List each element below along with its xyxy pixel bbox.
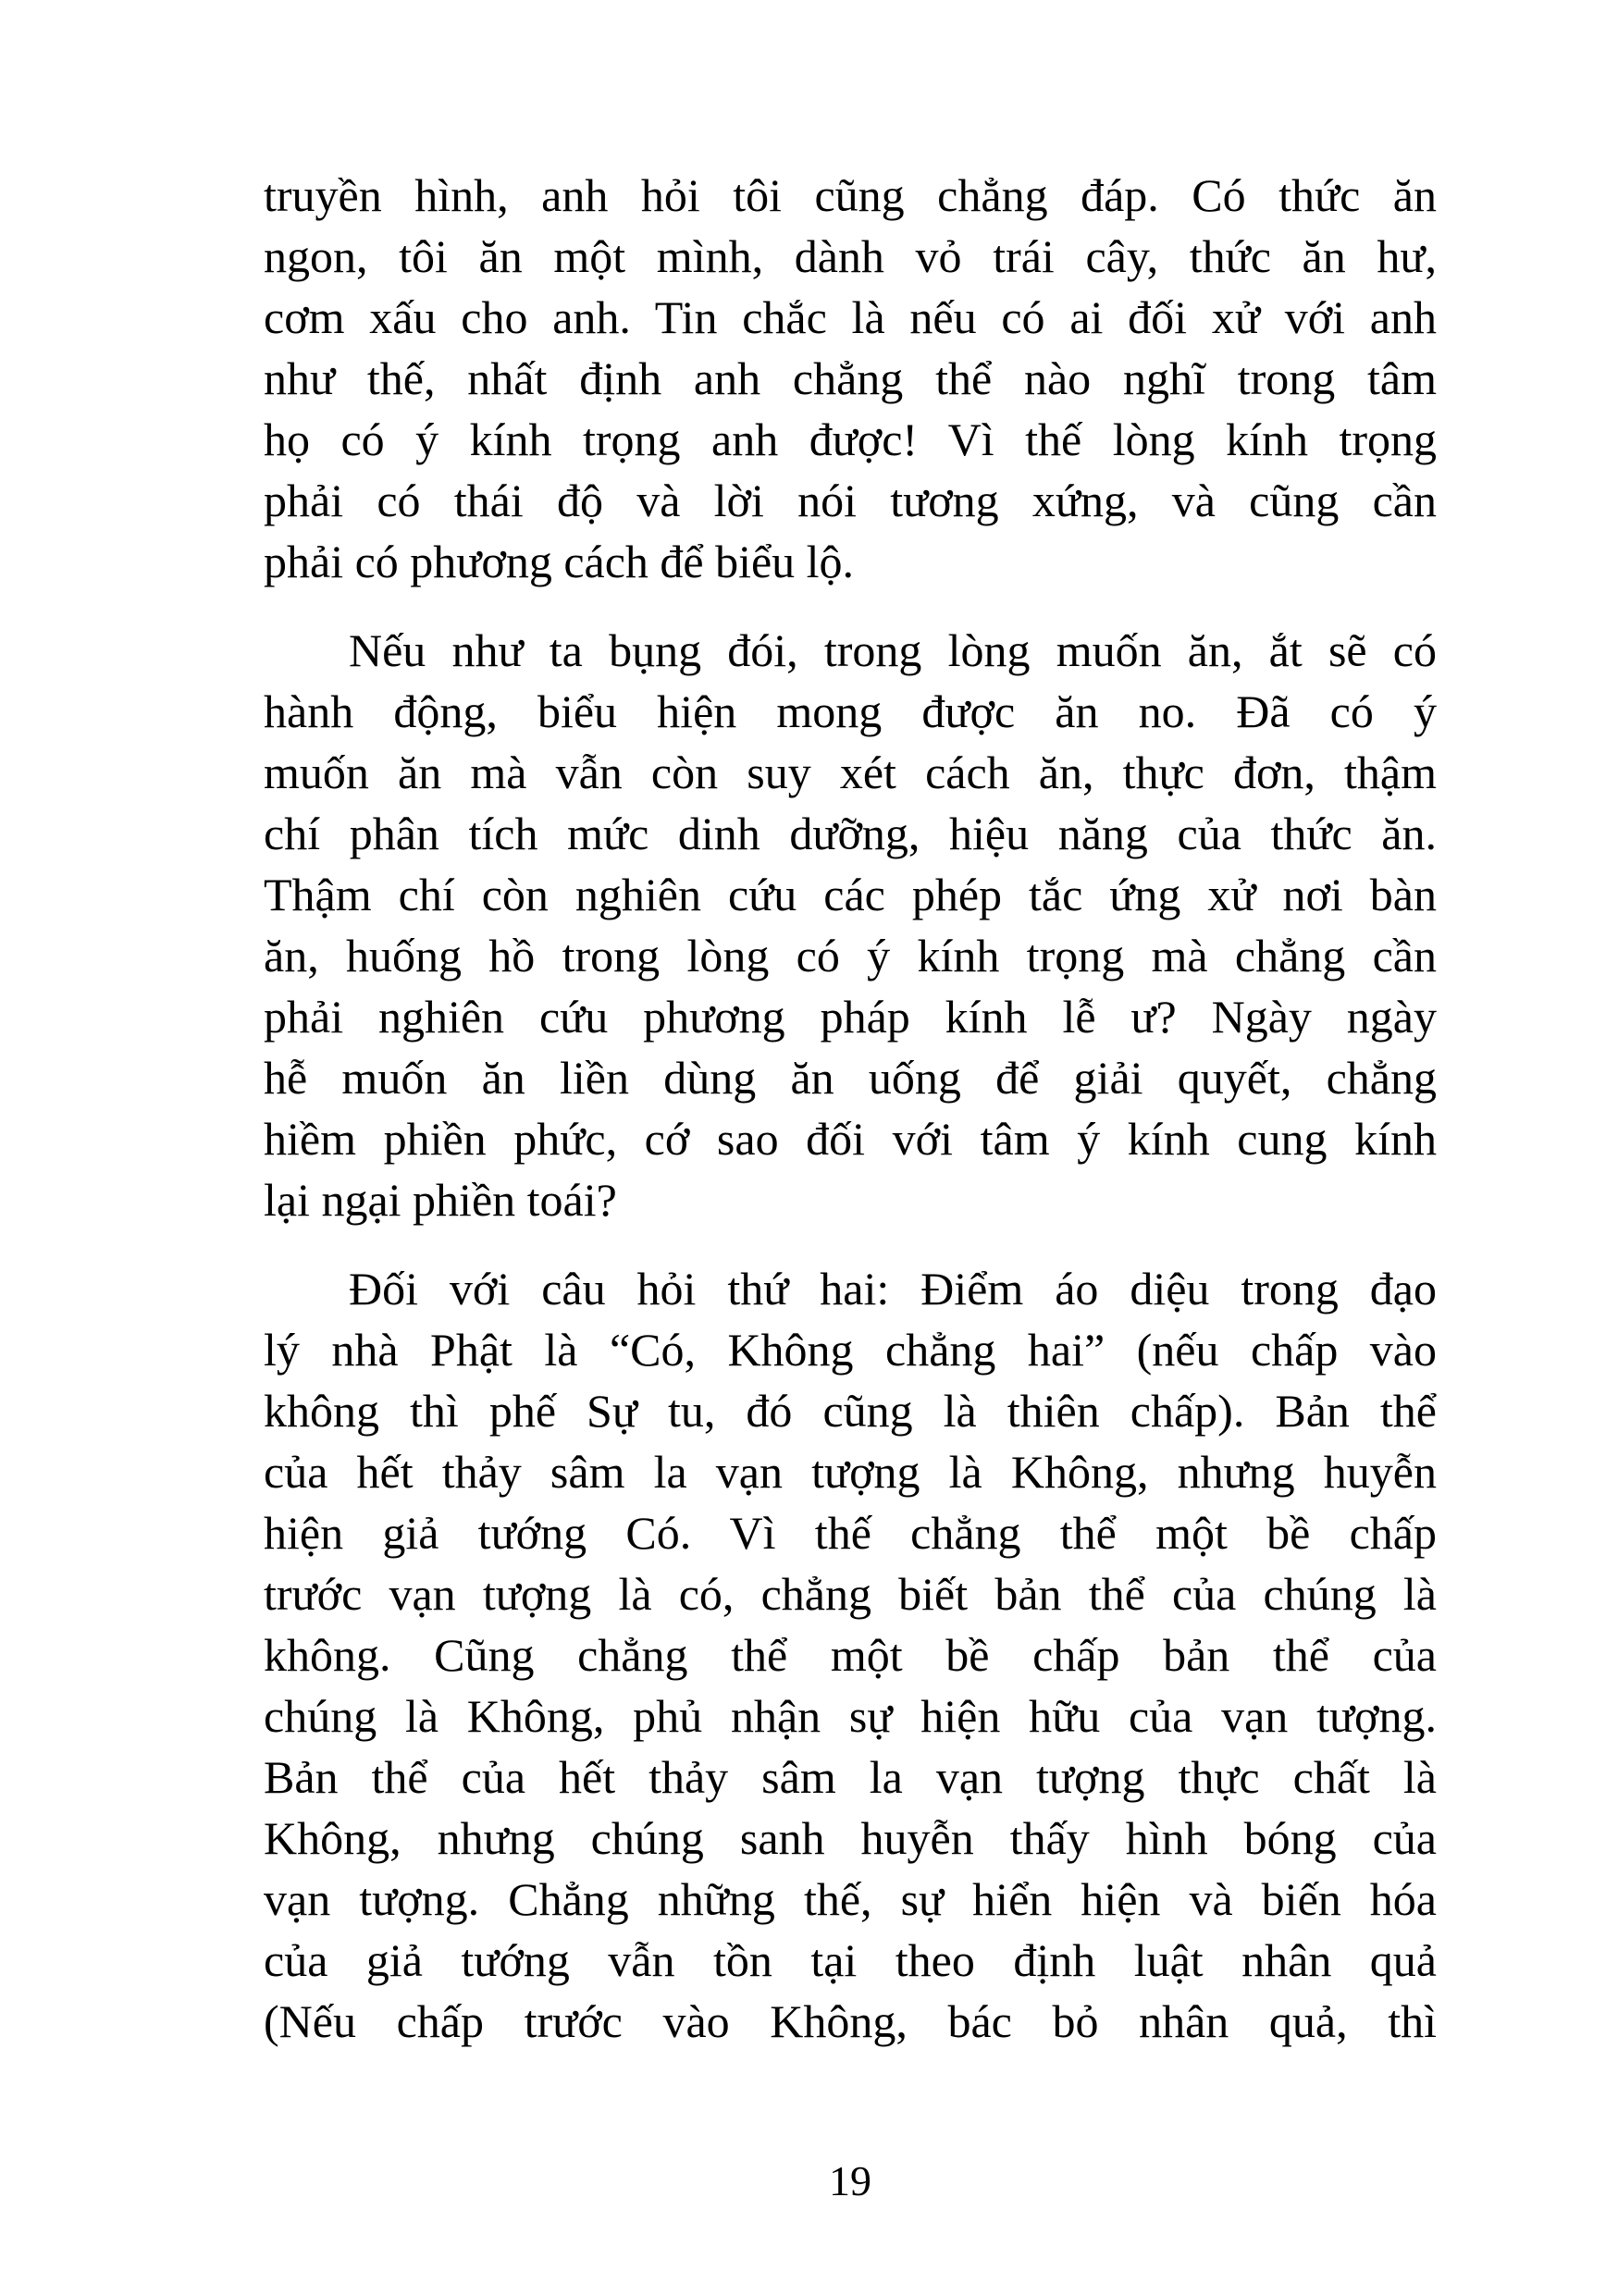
text-line: của giả tướng vẫn tồn tại theo định luật nhân quả [264,1934,1437,1986]
text-line: Không, nhưng chúng sanh huyễn thấy hình bóng của [264,1812,1437,1864]
text-line: hiềm phiền phức, cớ sao đối với tâm ý kính cung kính [264,1113,1437,1165]
text-line: chí phân tích mức dinh dưỡng, hiệu năng của thức ăn. [264,808,1437,859]
text-line: phải có phương cách để biểu lộ. [264,536,855,587]
text-line: trước vạn tượng là có, chẳng biết bản thể của chúng là [264,1568,1437,1620]
text-line: ăn, huống hồ trong lòng có ý kính trọng mà chẳng cần [264,930,1437,981]
text-line: hễ muốn ăn liền dùng ăn uống để giải quyết, chẳng [264,1052,1437,1104]
text-line: muốn ăn mà vẫn còn suy xét cách ăn, thực đơn, thậm [264,747,1437,798]
text-line: lý nhà Phật là “Có, Không chẳng hai” (nếu chấp vào [264,1324,1437,1376]
page-number: 19 [829,2157,871,2204]
text-line: Nếu như ta bụng đói, trong lòng muốn ăn, ắt sẽ có [349,624,1437,676]
text-line: không. Cũng chẳng thể một bề chấp bản thể của [264,1629,1437,1681]
text-line: hành động, biểu hiện mong được ăn no. Đã có ý [264,685,1437,737]
text-line: như thế, nhất định anh chẳng thể nào nghĩ trong tâm [264,352,1437,404]
text-line: họ có ý kính trọng anh được! Vì thế lòng kính trọng [264,414,1437,465]
text-line: Bản thể của hết thảy sâm la vạn tượng thực chất là [264,1751,1437,1803]
text-line: ngon, tôi ăn một mình, dành vỏ trái cây, thức ăn hư, [264,230,1437,282]
text-line: (Nếu chấp trước vào Không, bác bỏ nhân quả, thì [264,1995,1437,2047]
text-line: lại ngại phiền toái? [264,1174,617,1226]
text-line: vạn tượng. Chẳng những thế, sự hiển hiện và biến hóa [264,1873,1437,1925]
text-line: của hết thảy sâm la vạn tượng là Không, nhưng huyễn [264,1446,1437,1498]
text-line: chúng là Không, phủ nhận sự hiện hữu của vạn tượng. [264,1690,1437,1742]
text-line: phải nghiên cứu phương pháp kính lễ ư? Ngày ngày [264,991,1437,1043]
paragraph [264,620,1437,1230]
text-line: cơm xấu cho anh. Tin chắc là nếu có ai đối xử với anh [264,291,1437,343]
text-line: không thì phế Sự tu, đó cũng là thiên chấp). Bản thể [264,1385,1437,1437]
paragraph [264,1258,1437,2052]
text-line: truyền hình, anh hỏi tôi cũng chẳng đáp. Có thức ăn [264,169,1437,221]
text-line: hiện giả tướng Có. Vì thế chẳng thể một bề chấp [264,1507,1437,1559]
text-line: Đối với câu hỏi thứ hai: Điểm áo diệu trong đạo [349,1263,1437,1315]
paragraph [264,165,1437,592]
text-line: phải có thái độ và lời nói tương xứng, và cũng cần [264,475,1437,526]
text-line: Thậm chí còn nghiên cứu các phép tắc ứng xử nơi bàn [264,869,1437,920]
